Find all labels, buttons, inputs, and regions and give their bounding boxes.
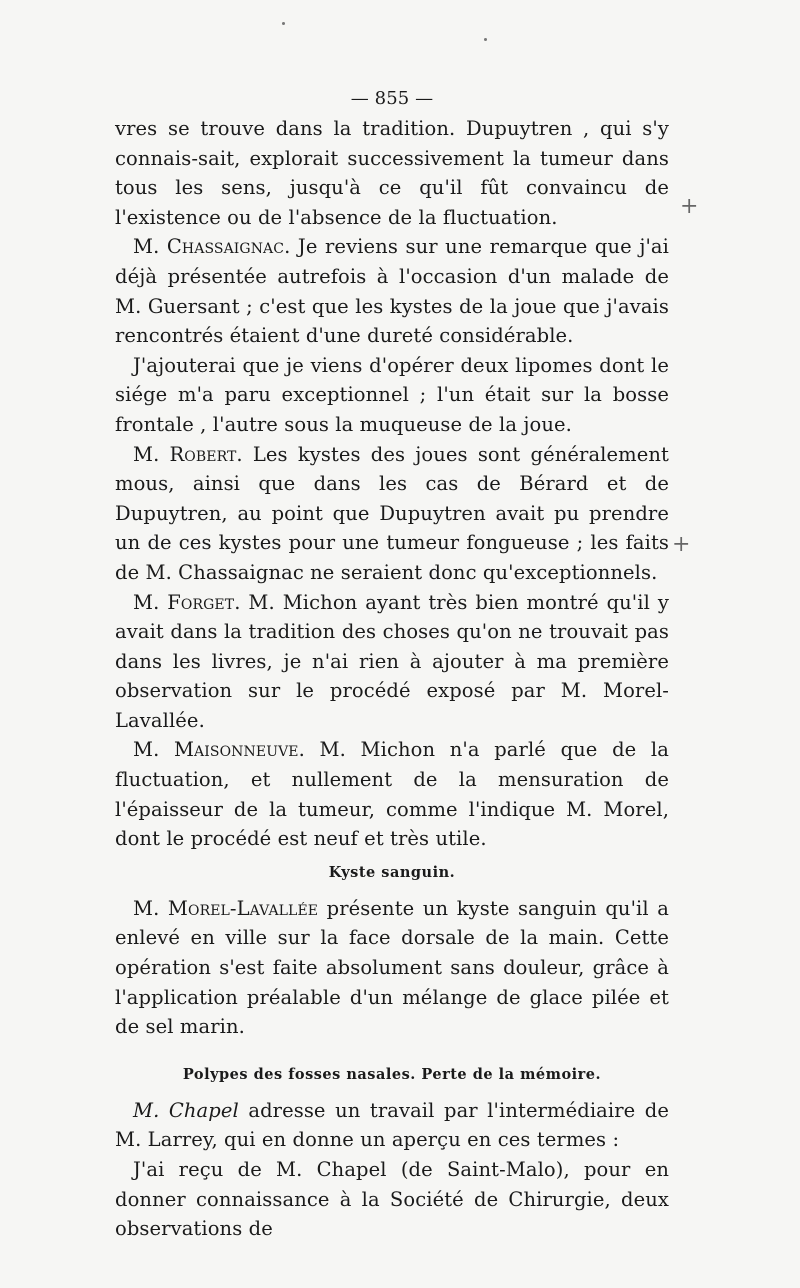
paragraph-text: présente un kyste sanguin qu'il a enlevé en ville sur la face dorsale de la main. Cette opération s'est faite absolument sans douleur, grâce à l'application préalable d'un mélange de glace pilée et de sel marin. [115,896,669,1039]
paper-speck [282,22,285,25]
paragraph-2 [115,232,669,350]
section-heading-kyste: Kyste sanguin. [328,863,456,881]
page-number: — 855 — [350,88,434,109]
speaker-name: M. Chapel [133,1098,239,1122]
paragraph-text: adresse un travail par l'intermédiaire de M. Larrey, qui en donne un aperçu en ces termes : [115,1098,669,1152]
paragraph-1: vres se trouve dans la tradition. Dupuytren , qui s'y connais-sait, explorait successivement la tumeur dans tous les sens, jusqu'à ce qu'il fût convaincu de l'existence ou de l'absence de la fluctuation. [115,117,669,229]
section-heading-polypes: Polypes des fosses nasales. Perte de la mémoire. [182,1065,602,1083]
speaker-name: M. Maisonneuve. [133,738,305,762]
page-body [115,84,669,1244]
paper-speck [484,38,487,41]
paragraph-9: J'ai reçu de M. Chapel (de Saint-Malo), pour en donner connaissance à la Société de Chirurgie, deux observations de [115,1158,669,1241]
speaker-name: M. Forget. [133,590,241,614]
paragraph-6 [115,735,669,853]
paragraph-5 [115,588,669,736]
paragraph-text: M. Michon ayant très bien montré qu'il y avait dans la tradition des choses qu'on ne trouvait pas dans les livres, je n'ai rien à ajouter à ma première observation sur le procédé exposé par M. Morel-Lavallée. [115,590,669,732]
paragraph-text: M. Michon n'a parlé que de la fluctuation, et nullement de la mensuration de l'épaisseur de la tumeur, comme l'indique M. Morel, dont le procédé est neuf et très utile. [115,738,669,851]
speaker-name: M. Robert. [133,442,243,466]
paragraph-text: Les kystes des joues sont généralement mous, ainsi que dans les cas de Bérard et de Dupuytren, au point que Dupuytren avait pu prendre un de ces kystes pour une tumeur fongueuse ; les faits de M. Chassaignac ne seraient donc qu'exceptionnels. [115,442,669,584]
paragraph-8 [115,1096,669,1155]
speaker-name: M. Morel-Lavallée [133,896,319,920]
paragraph-7 [115,894,669,1042]
paragraph-3: J'ajouterai que je viens d'opérer deux lipomes dont le siége m'a paru exceptionnel ; l'un était sur la bosse frontale , l'autre sous la muqueuse de la joue. [115,353,669,436]
margin-cross-mark: + [680,194,699,219]
margin-cross-mark: + [672,532,691,557]
paragraph-4 [115,440,669,588]
paragraph-text: Je reviens sur une remarque que j'ai déjà présentée autrefois à l'occasion d'un malade de M. Guersant ; c'est que les kystes de la joue que j'avais rencontrés étaient d'une dureté considérable. [115,235,669,348]
speaker-name: M. Chassaignac. [133,235,291,259]
